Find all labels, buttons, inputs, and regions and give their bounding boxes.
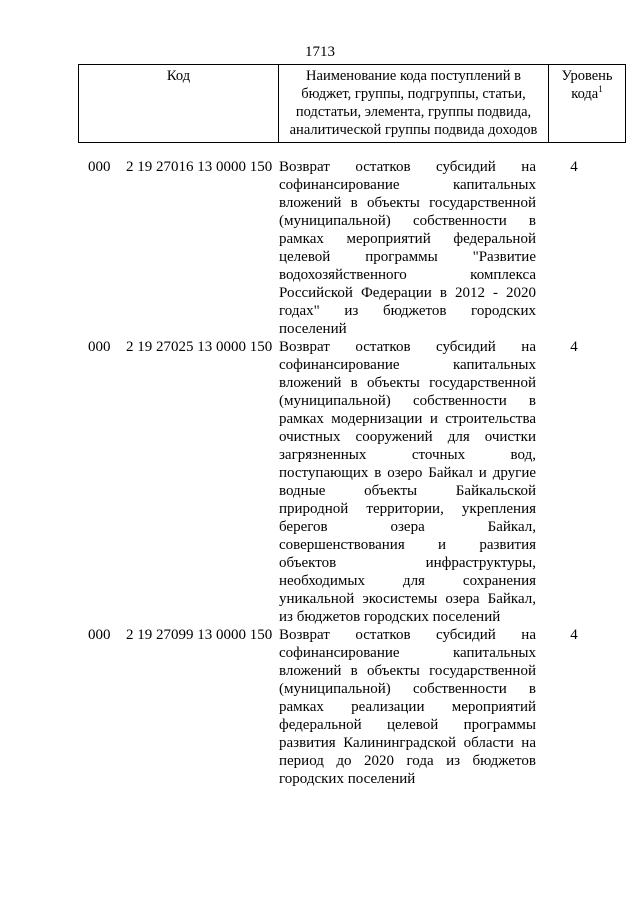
admin-code: 000 <box>88 627 111 643</box>
table-header <box>78 64 626 143</box>
budget-code: 2 19 27016 13 0000 150 <box>126 159 273 175</box>
income-code-list <box>78 158 610 788</box>
header-code: Код <box>79 65 279 143</box>
admin-code: 000 <box>88 159 111 175</box>
code-level: 4 <box>570 159 578 175</box>
table-row <box>78 338 610 626</box>
budget-code: 2 19 27099 13 0000 150 <box>126 627 273 643</box>
budget-code: 2 19 27025 13 0000 150 <box>126 339 273 355</box>
header-level-label: Уровень кода <box>561 68 613 102</box>
header-name: Наименование кода поступлений в бюджет, группы, подгруппы, статьи, подстатьи, элемента, группы подвида, аналитической группы подвида доходов <box>279 65 549 143</box>
table-row <box>78 626 610 788</box>
code-description: Возврат остатков субсидий на софинансирование капитальных вложений в объекты государственной (муниципальной) собственности в рамках модернизации и строительства очистных сооружений для очистки загрязненных сточных вод, поступающих в озеро Байкал и другие водные объекты Байкальской природной территории, укрепления берегов озера Байкал, совершенствования и развития объектов инфраструктуры, необходимых для сохранения уникальной экосистемы озера Байкал, из бюджетов городских поселений <box>279 339 536 625</box>
code-description: Возврат остатков субсидий на софинансирование капитальных вложений в объекты государственной (муниципальной) собственности в рамках реализации мероприятий федеральной целевой программы развития Калининградской области на период до 2020 года из бюджетов городских поселений <box>279 627 536 787</box>
header-level <box>549 65 626 143</box>
code-description: Возврат остатков субсидий на софинансирование капитальных вложений в объекты государственной (муниципальной) собственности в рамках мероприятий федеральной целевой программы "Развитие водохозяйственного комплекса Российской Федерации в 2012 - 2020 годах" из бюджетов городских поселений <box>279 159 536 337</box>
code-level: 4 <box>570 339 578 355</box>
code-level: 4 <box>570 627 578 643</box>
page-number: 1713 <box>305 44 335 60</box>
table-row <box>78 158 610 338</box>
header-level-footnote: 1 <box>598 84 603 95</box>
admin-code: 000 <box>88 339 111 355</box>
